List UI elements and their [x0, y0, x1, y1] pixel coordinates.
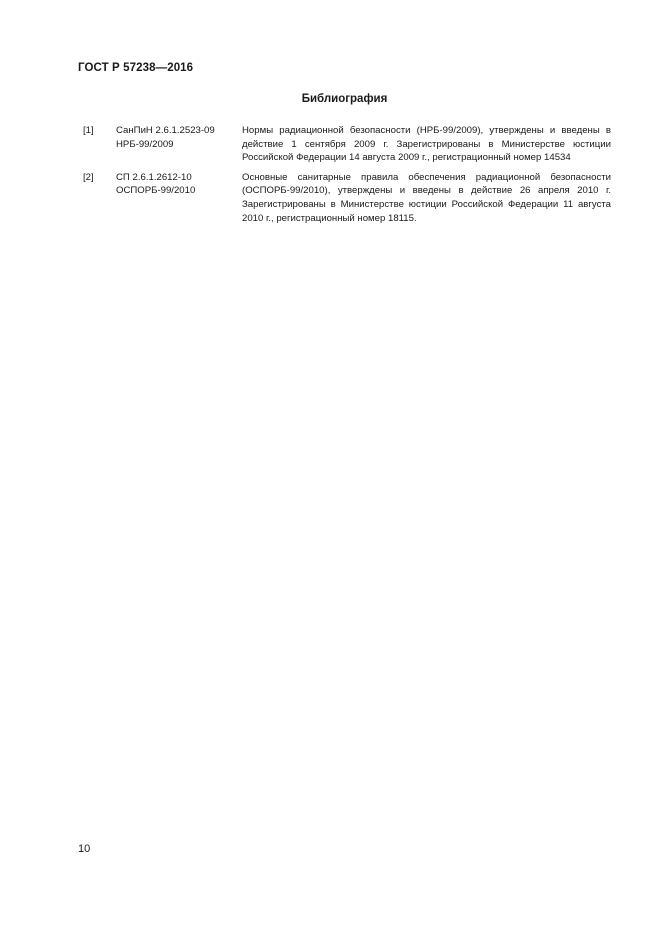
entry-number: [2] [83, 171, 94, 183]
entry-code-line: НРБ-99/2009 [116, 138, 174, 150]
entry-code-line: СП 2.6.1.2612-10 [116, 171, 192, 183]
bibliography-entry [83, 124, 611, 165]
entry-code [116, 124, 231, 151]
entry-description: Основные санитарные правила обеспечения радиационной безопасности (ОСПОРБ-99/2010), утверждены и введены в действие 26 апреля 2010 г. Зарегистрированы в Министерстве юстиции Российской Федерации 11 августа 2010 г., регистрационный номер 18115. [242, 171, 611, 224]
page-number: 10 [78, 843, 91, 855]
bibliography-list [83, 124, 611, 231]
bibliography-entry [83, 171, 611, 225]
entry-code-line: СанПиН 2.6.1.2523-09 [116, 125, 215, 136]
bibliography-title: Библиография [301, 93, 388, 105]
document-id: ГОСТ Р 57238—2016 [78, 62, 194, 74]
entry-description: Нормы радиационной безопасности (НРБ-99/2009), утверждены и введены в действие 1 сентября 2009 г. Зарегистрированы в Министерстве юстиции Российской Федерации 14 августа 2009 г., регистрационный номер 14534 [242, 125, 611, 164]
entry-code-line: ОСПОРБ-99/2010 [116, 185, 196, 197]
entry-number: [1] [83, 125, 94, 136]
entry-code [116, 171, 231, 198]
